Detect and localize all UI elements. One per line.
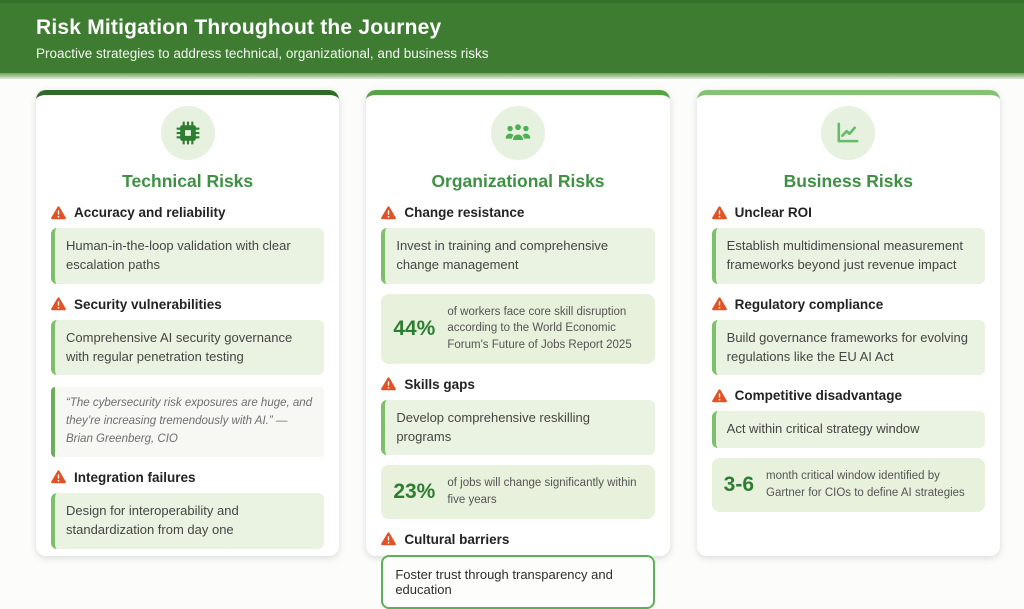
mitigation-box: Develop comprehensive reskilling programs (381, 400, 654, 456)
warning-icon (51, 297, 66, 311)
risk-item (381, 377, 654, 392)
microchip-icon (161, 106, 215, 160)
stat-box (381, 294, 654, 364)
risk-label: Unclear ROI (734, 205, 812, 220)
stat-box (712, 458, 985, 511)
risk-item (712, 388, 985, 403)
risk-label: Cultural barriers (404, 531, 510, 547)
mitigation-box: Act within critical strategy window (712, 411, 985, 448)
warning-icon (381, 206, 396, 220)
risk-item (381, 532, 654, 547)
risk-item (712, 205, 985, 220)
warning-icon (51, 206, 66, 220)
card-title-organizational: Organizational Risks (431, 171, 605, 191)
organizational-risks-card (366, 90, 669, 597)
warning-icon (712, 206, 727, 220)
stat-text: of jobs will change significantly within five years (447, 477, 637, 507)
risk-label: Competitive disadvantage (734, 388, 902, 404)
stat-value: 3-6 (723, 472, 755, 496)
users-icon (491, 106, 545, 160)
card-title-technical: Technical Risks (122, 171, 254, 191)
mitigation-box: Human-in-the-loop validation with clear escalation paths (51, 228, 324, 284)
risk-label: Accuracy and reliability (74, 205, 226, 220)
stat-value: 23% (393, 480, 436, 504)
page-title: Risk Mitigation Throughout the Journey (36, 16, 442, 39)
risk-label: Skills gaps (404, 376, 475, 392)
chart-line-icon (821, 106, 875, 160)
page-subtitle: Proactive strategies to address technical, organizational, and business risks (36, 46, 489, 61)
risk-columns (0, 79, 1024, 597)
mitigation-box: Invest in training and comprehensive change management (381, 228, 654, 284)
stat-value: 44% (393, 316, 436, 340)
warning-icon (381, 377, 396, 391)
warning-icon (51, 470, 66, 484)
warning-icon (712, 297, 727, 311)
risk-item (51, 297, 324, 312)
risk-item (51, 205, 324, 220)
slide-header (0, 0, 1024, 73)
expert-quote: “The cybersecurity risk exposures are huge, and they’re increasing tremendously with AI.” —Brian Greenberg, CIO (51, 387, 324, 456)
stat-text: of workers face core skill disruption according to the World Economic Forum's Future of Jobs Report 2025 (447, 305, 632, 352)
mitigation-box: Design for interoperability and standardization from day one (51, 493, 324, 549)
mitigation-box: Build governance frameworks for evolving regulations like the EU AI Act (712, 320, 985, 376)
risk-item (712, 297, 985, 312)
risk-item (51, 470, 324, 485)
risk-item (381, 205, 654, 220)
business-risks-card (697, 90, 1000, 556)
mitigation-box: Comprehensive AI security governance with regular penetration testing (51, 320, 324, 376)
risk-label: Change resistance (404, 205, 525, 220)
risk-label: Security vulnerabilities (74, 296, 222, 312)
technical-risks-card (36, 90, 339, 556)
warning-icon (381, 532, 396, 546)
mitigation-box: Establish multidimensional measurement frameworks beyond just revenue impact (712, 228, 985, 284)
card-title-business: Business Risks (783, 171, 913, 191)
warning-icon (712, 389, 727, 403)
risk-label: Integration failures (74, 469, 196, 485)
stat-text: month critical window identified by Gartner for CIOs to define AI strategies (766, 470, 965, 499)
risk-label: Regulatory compliance (734, 296, 884, 312)
highlight-box: Foster trust through transparency and education (381, 555, 654, 609)
stat-box (381, 465, 654, 518)
